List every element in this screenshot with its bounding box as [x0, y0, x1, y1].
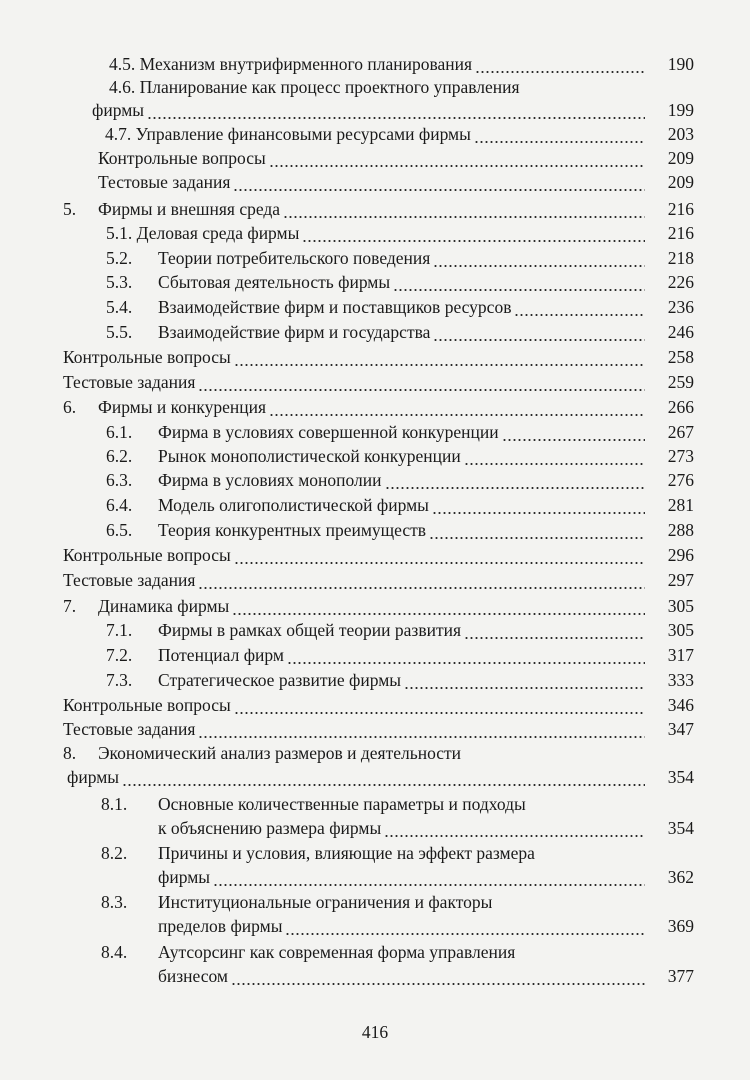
toc-entry-title: Контрольные вопросы [63, 545, 231, 565]
toc-entry-number: 6.1. [106, 422, 133, 442]
toc-entry-number: 5.2. [106, 248, 133, 268]
toc-entry-page: 305 [667, 620, 694, 640]
toc-entry-number: 7.3. [106, 670, 133, 690]
toc-entry [0, 568, 750, 592]
toc-entry-title: Тестовые задания [63, 372, 196, 392]
dot-leader [231, 964, 645, 988]
toc-entry [0, 493, 750, 517]
toc-entry-number: 6. [63, 397, 77, 417]
toc-entry-title: Взаимодействие фирм и поставщиков ресурсов [158, 297, 512, 317]
dot-leader [234, 693, 645, 717]
toc-entry [0, 643, 750, 667]
toc-entry-title: фирмы [67, 767, 120, 787]
dot-leader [269, 146, 645, 170]
toc-entry [0, 246, 750, 270]
toc-entry-title: Экономический анализ размеров и деятельности [98, 743, 462, 763]
toc-entry-page: 199 [667, 100, 694, 120]
toc-entry-title: 4.7. Управление финансовыми ресурсами фирмы [105, 124, 471, 144]
toc-entry-number: 8.2. [101, 843, 128, 863]
toc-entry-title: Тестовые задания [98, 172, 231, 192]
toc-entry-title: Контрольные вопросы [63, 347, 231, 367]
toc-entry [0, 345, 750, 369]
toc-entry-page: 317 [667, 645, 694, 665]
toc-entry [0, 370, 750, 394]
toc-entry [0, 816, 750, 840]
toc-entry [0, 221, 750, 245]
toc-entry-title: Теории потребительского поведения [158, 248, 431, 268]
toc-entry-page: 354 [667, 818, 694, 838]
toc-entry-page: 369 [667, 916, 694, 936]
toc-entry-page: 216 [667, 199, 694, 219]
toc-entry-page: 267 [667, 422, 694, 442]
dot-leader [213, 865, 645, 889]
toc-entry-number: 5. [63, 199, 77, 219]
toc-entry-title: 4.6. Планирование как процесс проектного управления [109, 77, 520, 97]
dot-leader [122, 765, 645, 789]
dot-leader [234, 543, 645, 567]
toc-entry [0, 841, 750, 865]
page-number: 416 [361, 1022, 389, 1042]
toc-entry [0, 270, 750, 294]
toc-entry-title: 5.1. Деловая среда фирмы [106, 223, 300, 243]
toc-entry-page: 346 [667, 695, 694, 715]
toc-entry-page: 258 [667, 347, 694, 367]
toc-entry-number: 6.2. [106, 446, 133, 466]
toc-entry [0, 594, 750, 618]
toc-entry-title: Потенциал фирм [158, 645, 284, 665]
toc-entry [0, 741, 750, 765]
toc-entry-page: 266 [667, 397, 694, 417]
dot-leader [198, 568, 645, 592]
dot-leader [384, 816, 645, 840]
toc-entry [0, 890, 750, 914]
toc-entry-title: Стратегическое развитие фирмы [158, 670, 402, 690]
toc-entry-number: 5.5. [106, 322, 133, 342]
toc-entry [0, 197, 750, 221]
toc-entry-page: 362 [667, 867, 694, 887]
toc-entry-title: пределов фирмы [158, 916, 283, 936]
toc-entry-title: Институциональные ограничения и факторы [158, 892, 493, 912]
toc-entry-number: 8.3. [101, 892, 128, 912]
toc-entry-number: 8.4. [101, 942, 128, 962]
toc-entry [0, 792, 750, 816]
dot-leader [502, 420, 645, 444]
toc-entry-page: 281 [667, 495, 694, 515]
dot-leader [514, 295, 645, 319]
toc-entry-number: 7.1. [106, 620, 133, 640]
toc-entry [0, 444, 750, 468]
toc-entry-number: 5.4. [106, 297, 133, 317]
toc-entry [0, 717, 750, 741]
toc-entry-title: Фирма в условиях монополии [158, 470, 382, 490]
toc-entry-title: бизнесом [158, 966, 229, 986]
toc-entry-title: Фирмы и внешняя среда [98, 199, 281, 219]
dot-leader [404, 668, 645, 692]
toc-entry-title: Фирма в условиях совершенной конкуренции [158, 422, 499, 442]
dot-leader [233, 170, 645, 194]
toc-entry [0, 940, 750, 964]
dot-leader [464, 618, 645, 642]
toc-entry-title: Основные количественные параметры и подходы [158, 794, 526, 814]
toc-entry-page: 354 [667, 767, 694, 787]
toc-entry-page: 288 [667, 520, 694, 540]
toc-entry [0, 468, 750, 492]
dot-leader [432, 493, 645, 517]
toc-entry [0, 420, 750, 444]
toc-entry-title: фирмы [92, 100, 145, 120]
dot-leader [429, 518, 645, 542]
toc-entry-title: Сбытовая деятельность фирмы [158, 272, 391, 292]
toc-entry-page: 226 [667, 272, 694, 292]
toc-entry-page: 377 [667, 966, 694, 986]
toc-entry [0, 543, 750, 567]
toc-entry-title: Тестовые задания [63, 719, 196, 739]
toc-entry-page: 273 [667, 446, 694, 466]
toc-entry-page: 276 [667, 470, 694, 490]
toc-entry [0, 914, 750, 938]
toc-entry-page: 203 [667, 124, 694, 144]
dot-leader [234, 345, 645, 369]
toc-entry [0, 146, 750, 170]
dot-leader [302, 221, 645, 245]
toc-entry-page: 218 [667, 248, 694, 268]
dot-leader [385, 468, 645, 492]
toc-entry [0, 52, 750, 76]
toc-entry-title: Тестовые задания [63, 570, 196, 590]
toc-entry-page: 209 [667, 148, 694, 168]
toc-entry-number: 6.4. [106, 495, 133, 515]
toc-entry-title: Фирмы и конкуренция [98, 397, 267, 417]
toc-entry [0, 295, 750, 319]
toc-entry-title: Теория конкурентных преимуществ [158, 520, 427, 540]
toc-entry-page: 236 [667, 297, 694, 317]
toc-entry-number: 8. [63, 743, 77, 763]
dot-leader [287, 643, 645, 667]
toc-entry [0, 170, 750, 194]
dot-leader [147, 98, 645, 122]
dot-leader [433, 320, 645, 344]
toc-entry [0, 122, 750, 146]
toc-entry-title: 4.5. Механизм внутрифирменного планирования [109, 54, 473, 74]
toc-entry-number: 7.2. [106, 645, 133, 665]
toc-entry-title: фирмы [158, 867, 211, 887]
toc-entry-page: 259 [667, 372, 694, 392]
dot-leader [232, 594, 645, 618]
toc-entry-title: к объяснению размера фирмы [158, 818, 382, 838]
toc-entry [0, 668, 750, 692]
dot-leader [198, 370, 645, 394]
toc-entry-title: Фирмы в рамках общей теории развития [158, 620, 462, 640]
toc-entry-page: 347 [667, 719, 694, 739]
toc-entry [0, 865, 750, 889]
toc-entry-number: 7. [63, 596, 77, 616]
toc-entry-page: 246 [667, 322, 694, 342]
dot-leader [464, 444, 645, 468]
toc-entry-page: 209 [667, 172, 694, 192]
toc-entry [0, 75, 750, 99]
toc-entry-title: Рынок монополистической конкуренции [158, 446, 461, 466]
toc-entry-title: Контрольные вопросы [63, 695, 231, 715]
toc-entry-number: 6.5. [106, 520, 133, 540]
toc-entry-page: 297 [667, 570, 694, 590]
dot-leader [198, 717, 645, 741]
toc-entry-number: 8.1. [101, 794, 128, 814]
toc-entry [0, 964, 750, 988]
toc-entry [0, 518, 750, 542]
dot-leader [475, 52, 645, 76]
toc-entry [0, 765, 750, 789]
dot-leader [269, 395, 645, 419]
toc-entry-number: 6.3. [106, 470, 133, 490]
toc-entry [0, 395, 750, 419]
toc-entry-title: Причины и условия, влияющие на эффект размера [158, 843, 535, 863]
dot-leader [283, 197, 645, 221]
toc-entry-page: 190 [667, 54, 694, 74]
toc-entry-title: Аутсорсинг как современная форма управления [158, 942, 516, 962]
toc-entry-title: Взаимодействие фирм и государства [158, 322, 431, 342]
dot-leader [474, 122, 645, 146]
toc-entry-page: 333 [667, 670, 694, 690]
toc-entry-page: 305 [667, 596, 694, 616]
toc-entry [0, 618, 750, 642]
toc-entry-title: Динамика фирмы [98, 596, 230, 616]
toc-entry [0, 693, 750, 717]
toc-entry-title: Контрольные вопросы [98, 148, 266, 168]
dot-leader [393, 270, 645, 294]
toc-entry-number: 5.3. [106, 272, 133, 292]
toc-entry [0, 98, 750, 122]
toc-entry-title: Модель олигополистической фирмы [158, 495, 429, 515]
dot-leader [433, 246, 645, 270]
toc-entry [0, 320, 750, 344]
dot-leader [285, 914, 645, 938]
toc-entry-page: 296 [667, 545, 694, 565]
toc-entry-page: 216 [667, 223, 694, 243]
